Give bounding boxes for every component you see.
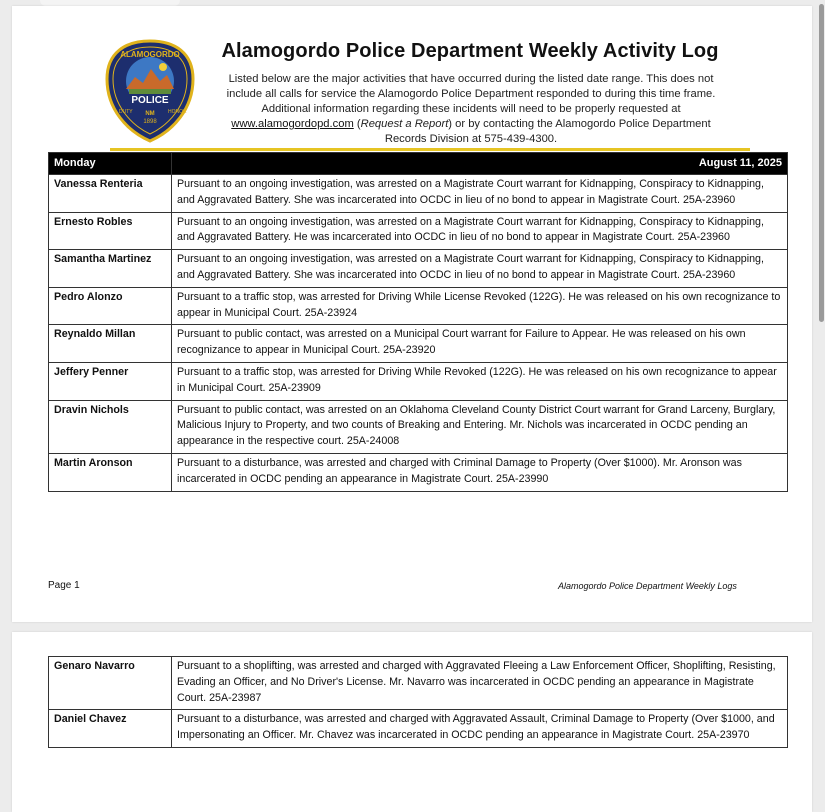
page-number: Page 1 — [48, 580, 80, 591]
svg-text:HONOR: HONOR — [168, 109, 187, 115]
arrestee-name: Pedro Alonzo — [49, 287, 172, 325]
day-label: Monday — [49, 153, 172, 175]
table-row — [49, 325, 788, 363]
request-report-link[interactable]: Request a Report — [360, 118, 449, 130]
svg-text:ALAMOGORDO: ALAMOGORDO — [120, 50, 180, 59]
intro-text-after: or by contacting the Alamogordo Police Department Records Division at 575-439-4300. — [384, 118, 711, 145]
incident-description: Pursuant to an ongoing investigation, was arrested on a Magistrate Court warrant for Kidnapping, Conspiracy to Kidnapping, and Aggravated Battery. He was incarcerated into OCDC in lieu of no bond to appear in Magistrate Court. 25A-23960 — [172, 212, 788, 250]
svg-text:NM: NM — [145, 111, 155, 117]
incident-description: Pursuant to an ongoing investigation, was arrested on a Magistrate Court warrant for Kidnapping, Conspiracy to Kidnapping, and Aggravated Battery. She was incarcerated into OCDC in lieu of no bond to appear in Magistrate Court. 25A-23960 — [172, 250, 788, 288]
arrestee-name: Samantha Martinez — [49, 250, 172, 288]
table-row — [49, 657, 788, 710]
table-row — [49, 175, 788, 213]
incident-description: Pursuant to public contact, was arrested on a Municipal Court warrant for Failure to Appear. He was released on his own recognizance to appear in Municipal Court. 25A-23920 — [172, 325, 788, 363]
incident-description: Pursuant to public contact, was arrested on an Oklahoma Cleveland County District Court warrant for Grand Larceny, Burglary, Malicious Injury to Property, and two counts of Breaking and Entering. Mr. Nichols was incarcerated in OCDC pending an appearance in the respective court. 25A-24008 — [172, 400, 788, 453]
document-page-2 — [12, 632, 812, 812]
intro-text: Listed below are the major activities that have occurred during the listed date range. This does not include all calls for service the Alamogordo Police Department responded to during this time frame. Additional information regarding these incidents will need to be properly requested at — [226, 73, 716, 115]
svg-text:1898: 1898 — [143, 119, 157, 125]
website-link[interactable]: www.alamogordopd.com — [231, 118, 354, 130]
table-row — [49, 400, 788, 453]
date-label: August 11, 2025 — [172, 153, 788, 175]
table-row — [49, 362, 788, 400]
header-divider — [110, 148, 750, 151]
table-row — [49, 710, 788, 748]
table-row — [49, 250, 788, 288]
incident-description: Pursuant to a disturbance, was arrested and charged with Criminal Damage to Property (Over $1000). Mr. Aronson was incarcerated in OCDC pending an appearance in Magistrate Court. 25A-23990 — [172, 453, 788, 491]
document-page-1 — [12, 6, 812, 622]
arrestee-name: Reynaldo Millan — [49, 325, 172, 363]
intro-paragraph: Listed below are the major activities that have occurred during the listed date range. This does not include all calls for service the Alamogordo Police Department responded to during this time frame. Additional information regarding these incidents will need to be properly requested at www.alamogordopd.com (Request a Report) or by contacting the Alamogordo Police Department Records Division at 575-439-4300. — [226, 73, 716, 145]
incident-description: Pursuant to a traffic stop, was arrested for Driving While Revoked (122G). He was released on his own recognizance to appear in Municipal Court. 25A-23909 — [172, 362, 788, 400]
footer-document-title: Alamogordo Police Department Weekly Logs — [558, 581, 737, 591]
activity-table-page-1 — [48, 152, 788, 492]
day-header-row — [49, 153, 788, 175]
svg-text:DUTY: DUTY — [119, 109, 133, 115]
police-seal-logo — [105, 39, 195, 143]
table-row — [49, 212, 788, 250]
incident-description: Pursuant to an ongoing investigation, was arrested on a Magistrate Court warrant for Kidnapping, Conspiracy to Kidnapping, and Aggravated Battery. She was incarcerated into OCDC in lieu of no bond to appear in Magistrate Court. 25A-23960 — [172, 175, 788, 213]
incident-description: Pursuant to a disturbance, was arrested and charged with Aggravated Assault, Criminal Damage to Property (Over $1000, and Impersonating an Officer. Mr. Chavez was incarcerated in OCDC pending an appearance in Magistrate Court. 25A-23970 — [172, 710, 788, 748]
arrestee-name: Genaro Navarro — [49, 657, 172, 710]
vertical-scrollbar[interactable] — [819, 4, 824, 322]
arrestee-name: Vanessa Renteria — [49, 175, 172, 213]
arrestee-name: Jeffery Penner — [49, 362, 172, 400]
arrestee-name: Daniel Chavez — [49, 710, 172, 748]
incident-description: Pursuant to a shoplifting, was arrested and charged with Aggravated Fleeing a Law Enforcement Officer, Shoplifting, Resisting, Evading an Officer, and No Driver's License. Mr. Navarro was incarcerated in OCDC pending an appearance in Magistrate Court. 25A-23987 — [172, 657, 788, 710]
page-title: Alamogordo Police Department Weekly Activity Log — [221, 40, 719, 62]
table-row — [49, 287, 788, 325]
activity-table-page-2 — [48, 656, 788, 748]
arrestee-name: Ernesto Robles — [49, 212, 172, 250]
svg-text:POLICE: POLICE — [131, 95, 169, 106]
arrestee-name: Martin Aronson — [49, 453, 172, 491]
incident-description: Pursuant to a traffic stop, was arrested for Driving While License Revoked (122G). He was released on his own recognizance to appear in Municipal Court. 25A-23924 — [172, 287, 788, 325]
table-row — [49, 453, 788, 491]
arrestee-name: Dravin Nichols — [49, 400, 172, 453]
